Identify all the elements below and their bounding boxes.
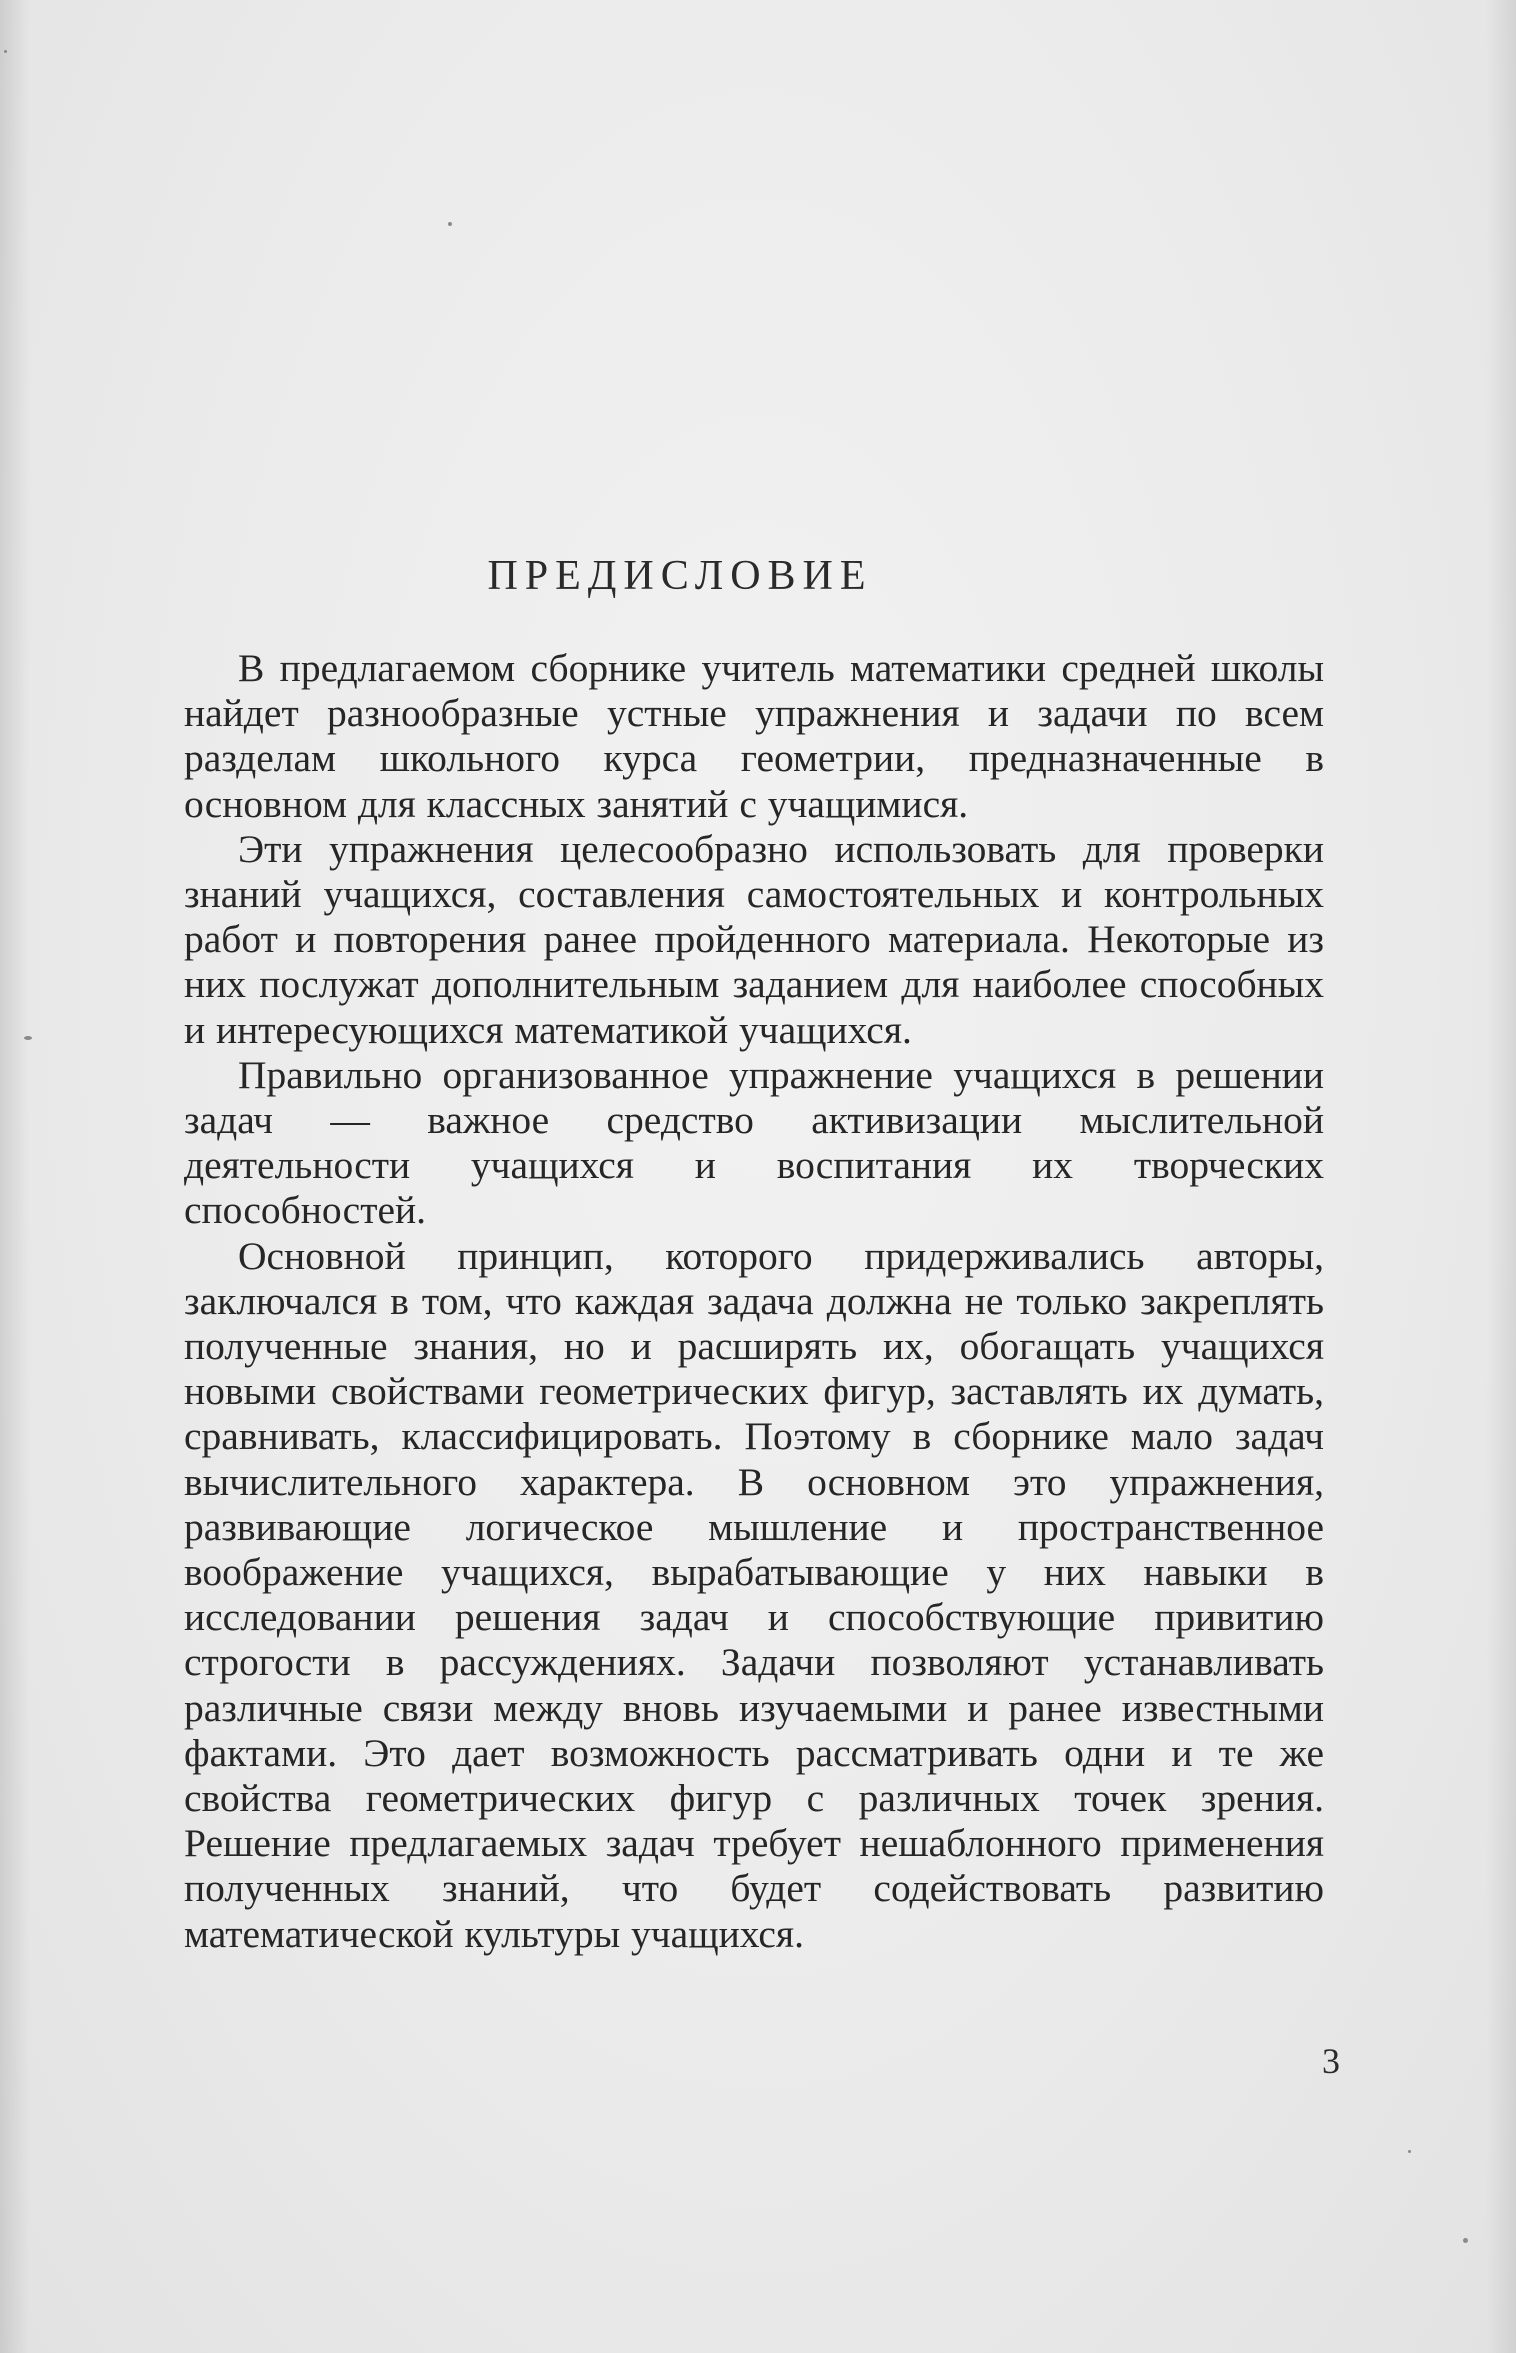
paragraph: В предлагаемом сборнике учитель математики средней школы найдет разнообразные устные упражнения и задачи по всем разделам школьного курса геометрии, предназначенные в основном для классных занятий с учащимися. [184,646,1324,826]
paper-speck [24,1036,32,1040]
page-title: ПРЕДИСЛОВИЕ [487,553,873,599]
paper-speck [4,50,7,53]
paragraph: Правильно организованное упражнение учащихся в решении задач — важное средство активизации мыслительной деятельности учащихся и воспитания их творческих способностей. [184,1052,1324,1233]
paragraph: Эти упражнения целесообразно использовать для проверки знаний учащихся, составления самостоятельных и контрольных работ и повторения ранее пройденного материала. Некоторые из них послужат дополнительным заданием для наиболее способных и интересующихся математикой учащихся. [184,826,1324,1052]
page-edge-shadow-left [0,0,30,2353]
paper-speck [1408,2150,1411,2153]
paper-speck [1463,2238,1468,2243]
page-number: 3 [1322,2041,1340,2081]
page-edge-shadow-right [1486,0,1516,2353]
body-text [184,646,1324,1957]
paragraph: Основной принцип, которого придерживались авторы, заключался в том, что каждая задача должна не только закреплять полученные знания, но и расширять их, обогащать учащихся новыми свойствами геометрических фигур, заставлять их думать, сравнивать, классифицировать. Поэтому в сборнике мало задач вычислительного характера. В основном это упражнения, развивающие логическое мышление и пространственное воображение учащихся, вырабатывающие у них навыки в исследовании решения задач и способствующие привитию строгости в рассуждениях. Задачи позволяют устанавливать различные связи между вновь изучаемыми и ранее известными фактами. Это дает возможность рассматривать одни и те же свойства геометрических фигур с различных точек зрения. Решение предлагаемых задач требует нешаблонного применения полученных знаний, что будет содействовать развитию математической культуры учащихся. [184,1233,1324,1956]
paper-speck [448,222,452,226]
